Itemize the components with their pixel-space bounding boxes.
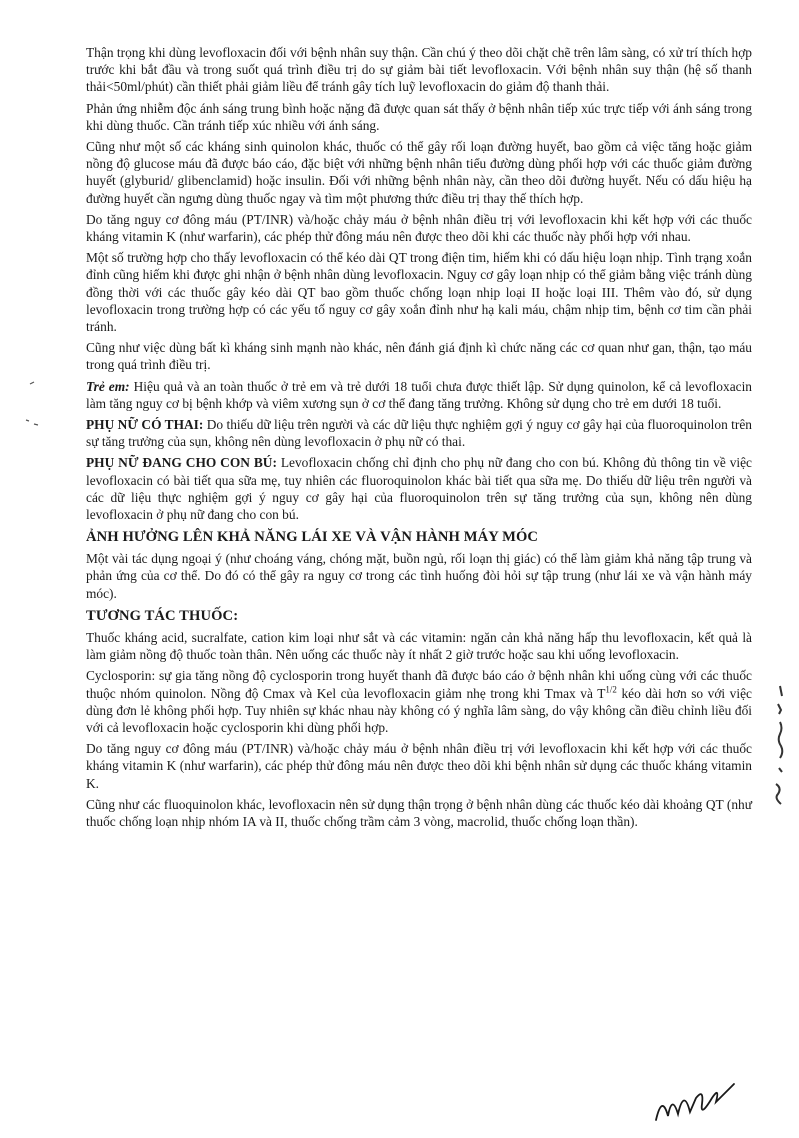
document-body	[86, 44, 752, 834]
paragraph-driving: Một vài tác dụng ngoại ý (như choáng váng, chóng mặt, buồn ngủ, rối loạn thị giác) có thể làm giảm khả năng tập trung và phản ứng của cơ thể. Do đó có thể gây ra nguy cơ trong các tình huống đòi hỏi sự tập trung (như lái xe và vận hành máy móc).	[86, 551, 752, 601]
breastfeeding-label: PHỤ NỮ ĐANG CHO CON BÚ:	[86, 455, 277, 471]
cyclosporin-text-b: kéo dài hơn so với việc dùng đơn lẻ không phối hợp. Tuy nhiên sự khác nhau này không có ý nghĩa lâm sàng, do vậy không cần điều chỉnh liều đối với cả levofloxacin hoặc cyclosporin khi dùng phối hợp.	[86, 685, 752, 735]
pregnancy-label: PHỤ NỮ CÓ THAI:	[86, 417, 204, 433]
paragraph-antacids: Thuốc kháng acid, sucralfate, cation kim loại như sắt và các vitamin: ngăn cản khả năng hấp thu levofloxacin, kết quả là làm giảm nồng độ thuốc toàn thân. Nên uống các thuốc này ít nhất 2 giờ trước hoặc sau khi uống levofloxacin.	[86, 629, 752, 663]
paragraph-vitamin-k: Do tăng nguy cơ đông máu (PT/INR) và/hoặc chảy máu ở bệnh nhân điều trị với levofloxacin khi kết hợp với các thuốc kháng vitamin K (như warfarin), các phép thử đông máu nên được theo dõi khi bệnh nhân sử dụng các thuốc kháng vitamin K.	[86, 741, 752, 791]
paragraph-coagulation: Do tăng nguy cơ đông máu (PT/INR) và/hoặc chảy máu ở bệnh nhân điều trị với levofloxacin khi kết hợp với các thuốc kháng vitamin K (như warfarin), các phép thử đông máu nên được theo dõi khi các thuốc này phối hợp với nhau.	[86, 211, 752, 245]
margin-marks	[22, 380, 62, 460]
children-text: Hiệu quả và an toàn thuốc ở trẻ em và trẻ dưới 18 tuổi chưa được thiết lập. Sử dụng quinolon, kể cả levofloxacin làm tăng nguy cơ bị bệnh khớp và viêm xương sụn ở cơ thể đang tăng trưởng. Không sử dụng cho trẻ em dưới 18 tuổi.	[86, 378, 752, 411]
heading-interactions: TƯƠNG TÁC THUỐC:	[86, 607, 239, 624]
paragraph-renal-caution: Thận trọng khi dùng levofloxacin đối với bệnh nhân suy thận. Cần chú ý theo dõi chặt chẽ trên lâm sàng, có xử trí thích hợp trước khi bắt đầu và trong suốt quá trình điều trị do sự giảm bài tiết levofloxacin. Với bệnh nhân suy thận (hệ số thanh thải<50ml/phút) cần thiết phải giảm liều để tránh gây tích luỹ levofloxacin do giảm độ thanh thải.	[86, 45, 752, 95]
paragraph-qt-drugs: Cũng như các fluoquinolon khác, levofloxacin nên sử dụng thận trọng ở bệnh nhân dùng các thuốc kéo dài khoảng QT (như thuốc chống loạn nhịp nhóm IA và II, thuốc chống trầm cảm 3 vòng, macrolid, thuốc chống loạn thần).	[86, 796, 752, 829]
paragraph-qt-prolongation: Một số trường hợp cho thấy levofloxacin có thể kéo dài QT trong điện tim, hiếm khi có dấu hiệu loạn nhịp. Tình trạng xoắn đỉnh cũng hiếm khi được ghi nhận ở bệnh nhân dùng levofloxacin. Nguy cơ gây loạn nhịp có thể giảm bằng việc tránh dùng đồng thời với các thuốc gây kéo dài QT bao gồm thuốc chống loạn nhịp loại II hoặc loại III. Thêm vào đó, sử dụng levofloxacin trong trường hợp có các yếu tố nguy cơ gây xoắn đỉnh như hạ kali máu, chậm nhịp tim, bệnh cơ tim cần phải tránh.	[86, 250, 752, 335]
heading-driving: ẢNH HƯỞNG LÊN KHẢ NĂNG LÁI XE VÀ VẬN HÀNH MÁY MÓC	[86, 529, 539, 546]
paragraph-photosensitivity: Phản ứng nhiễm độc ánh sáng trung bình hoặc nặng đã được quan sát thấy ở bệnh nhân tiếp xúc trực tiếp với ánh sáng trong khi dùng thuốc. Cần tránh tiếp xúc nhiều với ánh sáng.	[86, 100, 752, 133]
paragraph-children	[86, 378, 752, 412]
paragraph-organ-monitoring: Cũng như việc dùng bất kì kháng sinh mạnh nào khác, nên đánh giá định kì chức năng các cơ quan như gan, thận, tạo máu trong quá trình điều trị.	[86, 340, 752, 373]
breastfeeding-text: Levofloxacin chống chỉ định cho phụ nữ đang cho con bú. Không đủ thông tin về việc levofloxacin có bài tiết qua sữa mẹ, tuy nhiên các fluoroquinolon khác bài tiết qua sữa mẹ. Do thiếu dữ liệu trên người và các dữ liệu thực nghiệm gợi ý nguy cơ gây hại của fluoroquinolon trên sự tăng trưởng của sụn, không nên dùng levofloxacin ở phụ nữ đang cho con bú.	[86, 455, 752, 523]
page-stamp	[766, 680, 794, 820]
paragraph-cyclosporin	[86, 667, 752, 736]
paragraph-breastfeeding	[86, 454, 752, 523]
paragraph-pregnancy	[86, 416, 752, 450]
pregnancy-text: Do thiếu dữ liệu trên người và các dữ liệu thực nghiệm gợi ý nguy cơ gây hại của fluoroquinolon trên sự tăng trưởng của sụn, không nên dùng levofloxacin ở phụ nữ có thai.	[86, 417, 752, 450]
half-life-superscript: 1/2	[605, 684, 617, 695]
signature	[650, 1080, 760, 1130]
paragraph-glucose: Cũng như một số các kháng sinh quinolon khác, thuốc có thể gây rối loạn đường huyết, bao gồm cả việc tăng hoặc giảm nồng độ glucose máu đã được báo cáo, đặc biệt với những bệnh nhân tiểu đường dùng phối hợp với các thuốc giảm đường huyết (glyburid/ glibenclamid) hoặc insulin. Đối với những bệnh nhân này, cần theo dõi đường huyết. Nếu có dấu hiệu hạ đường huyết cần ngưng dùng thuốc ngay và tìm một phương thức điều trị thay thế thích hợp.	[86, 139, 752, 206]
cyclosporin-text-a: Cyclosporin: sự gia tăng nồng độ cyclosporin trong huyết thanh đã được báo cáo ở bệnh nhân khi uống cùng với các thuốc thuộc nhóm quinolon. Nồng độ Cmax và Kel của levofloxacin giảm nhẹ trong khi Tmax và T	[86, 668, 752, 701]
children-label: Trẻ em:	[86, 378, 130, 394]
